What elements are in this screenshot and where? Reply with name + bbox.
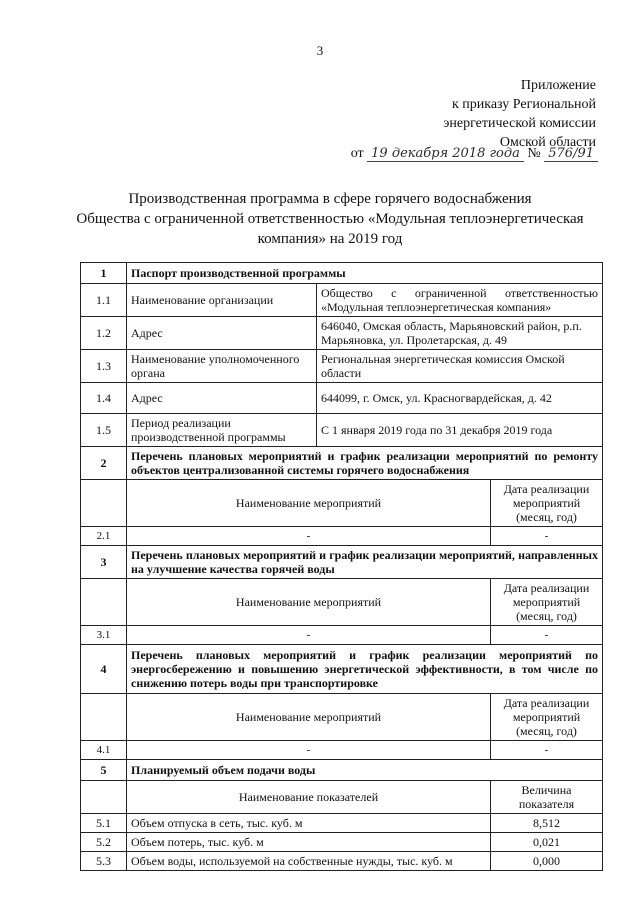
row-number: 4.1 (81, 741, 127, 760)
order-number-handwritten: 576/91 (544, 146, 598, 162)
document-title (70, 189, 590, 249)
row-name: Объем отпуска в сеть, тыс. куб. м (127, 814, 491, 833)
appendix-header (443, 76, 596, 152)
row-date: - (491, 626, 603, 645)
column-header-date: Дата реализации мероприятий (месяц, год) (491, 480, 603, 527)
table-row (81, 833, 603, 852)
column-header-name: Наименование мероприятий (127, 579, 491, 626)
row-value: Региональная энергетическая комиссия Омской области (317, 350, 603, 383)
column-header-row (81, 694, 603, 741)
row-label: Наименование уполномоченного органа (127, 350, 317, 383)
row-number: 1.5 (81, 414, 127, 447)
column-header-name: Наименование показателей (127, 781, 491, 814)
row-number: 2.1 (81, 527, 127, 546)
column-header-row (81, 781, 603, 814)
section-title: Паспорт производственной программы (127, 263, 603, 284)
appendix-line-4: Омской области (499, 135, 596, 150)
page-number: 3 (316, 43, 324, 58)
column-header-value: Величина показателя (491, 781, 603, 814)
empty-cell (81, 694, 127, 741)
row-number: 5.3 (81, 852, 127, 871)
section-number: 3 (81, 546, 127, 579)
section-title: Перечень плановых мероприятий и график реализации мероприятий по энергосбережению и повышению энергетической эффективности, в том числе по снижению потерь воды при транспортировке (127, 645, 603, 694)
row-value: 0,000 (491, 852, 603, 871)
section-5-header (81, 760, 603, 781)
section-1-header (81, 263, 603, 284)
row-value: 644099, г. Омск, ул. Красногвардейская, д. 42 (317, 383, 603, 414)
empty-cell (81, 781, 127, 814)
production-program-table (80, 262, 603, 871)
row-name: Объем воды, используемой на собственные нужды, тыс. куб. м (127, 852, 491, 871)
row-value: Общество с ограниченной ответственностью «Модульная теплоэнергетическая компания» (317, 284, 603, 317)
row-value: 8,512 (491, 814, 603, 833)
column-header-date: Дата реализации мероприятий (месяц, год) (491, 694, 603, 741)
table-row (81, 814, 603, 833)
row-name: Объем потерь, тыс. куб. м (127, 833, 491, 852)
title-line-1: Производственная программа в сфере горячего водоснабжения (128, 191, 532, 207)
section-number: 5 (81, 760, 127, 781)
table-row (81, 527, 603, 546)
table-row (81, 852, 603, 871)
row-number: 1.1 (81, 284, 127, 317)
table-row (81, 383, 603, 414)
section-3-header (81, 546, 603, 579)
section-4-header (81, 645, 603, 694)
table-row (81, 414, 603, 447)
order-number-label: № (527, 146, 541, 161)
column-header-date: Дата реализации мероприятий (месяц, год) (491, 579, 603, 626)
row-value: С 1 января 2019 года по 31 декабря 2019 года (317, 414, 603, 447)
row-name: - (127, 527, 491, 546)
row-number: 3.1 (81, 626, 127, 645)
row-number: 5.1 (81, 814, 127, 833)
empty-cell (81, 480, 127, 527)
appendix-line-2: к приказу Региональной (451, 97, 596, 112)
section-title: Планируемый объем подачи воды (127, 760, 603, 781)
row-label: Адрес (127, 383, 317, 414)
appendix-line-1: Приложение (520, 78, 596, 93)
column-header-row (81, 480, 603, 527)
row-name: - (127, 626, 491, 645)
row-value: 0,021 (491, 833, 603, 852)
row-number: 1.2 (81, 317, 127, 350)
column-header-name: Наименование мероприятий (127, 480, 491, 527)
row-number: 5.2 (81, 833, 127, 852)
row-date: - (491, 527, 603, 546)
section-title: Перечень плановых мероприятий и график реализации мероприятий по ремонту объектов централизованной системы горячего водоснабжения (127, 447, 603, 480)
row-date: - (491, 741, 603, 760)
order-from-label: от (350, 146, 364, 161)
table-row (81, 317, 603, 350)
section-number: 4 (81, 645, 127, 694)
row-number: 1.3 (81, 350, 127, 383)
empty-cell (81, 579, 127, 626)
table-row (81, 741, 603, 760)
title-line-2: Общества с ограниченной ответственностью «Модульная теплоэнергетическая (76, 211, 584, 227)
section-number: 1 (81, 263, 127, 284)
row-number: 1.4 (81, 383, 127, 414)
column-header-name: Наименование мероприятий (127, 694, 491, 741)
order-reference (351, 146, 598, 162)
column-header-row (81, 579, 603, 626)
table-row (81, 350, 603, 383)
order-date-handwritten: 19 декабря 2018 года (367, 146, 524, 162)
table-row (81, 284, 603, 317)
appendix-line-3: энергетической комиссии (443, 116, 596, 131)
section-number: 2 (81, 447, 127, 480)
row-label: Наименование организации (127, 284, 317, 317)
row-label: Период реализации производственной программы (127, 414, 317, 447)
row-name: - (127, 741, 491, 760)
row-value: 646040, Омская область, Марьяновский район, р.п. Марьяновка, ул. Пролетарская, д. 49 (317, 317, 603, 350)
row-label: Адрес (127, 317, 317, 350)
title-line-3: компания» на 2019 год (257, 231, 403, 247)
table-row (81, 626, 603, 645)
section-2-header (81, 447, 603, 480)
section-title: Перечень плановых мероприятий и график реализации мероприятий, направленных на улучшение качества горячей воды (127, 546, 603, 579)
